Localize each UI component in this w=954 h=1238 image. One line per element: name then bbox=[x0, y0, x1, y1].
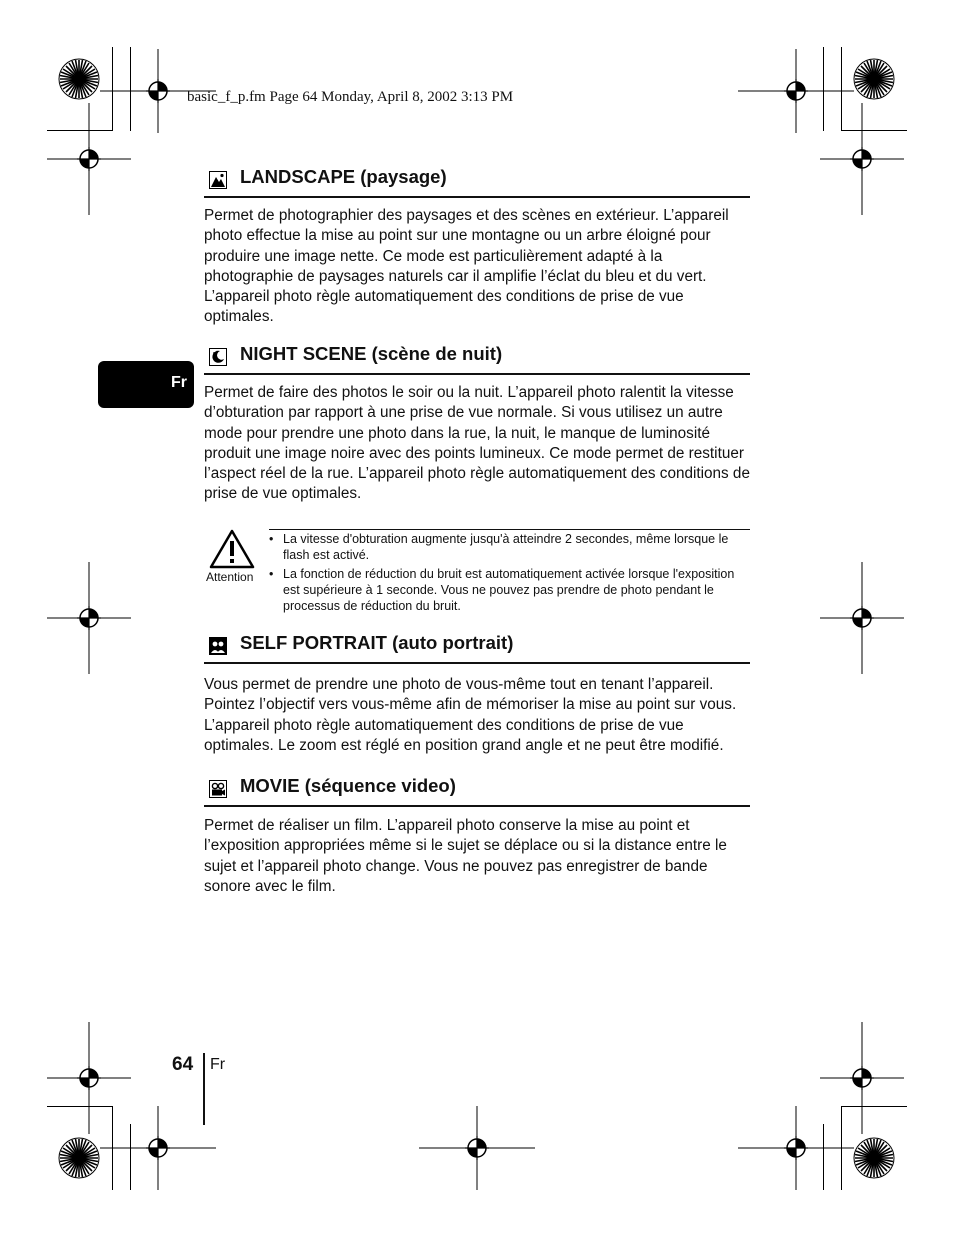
section-heading-landscape bbox=[204, 166, 750, 198]
crosshair-mark bbox=[820, 562, 904, 674]
landscape-icon bbox=[209, 171, 227, 189]
print-header: basic_f_p.fm Page 64 Monday, April 8, 2002 3:13 PM bbox=[187, 89, 514, 105]
crosshair-mark bbox=[419, 1106, 535, 1190]
self-portrait-icon bbox=[209, 637, 227, 655]
section-title: MOVIE (séquence video) bbox=[240, 775, 456, 796]
starburst-mark-top-left bbox=[58, 58, 100, 100]
starburst-mark-bottom-left bbox=[58, 1137, 100, 1179]
section-heading-self-portrait bbox=[204, 632, 750, 664]
attention-rule bbox=[269, 529, 750, 530]
crosshair-mark bbox=[47, 562, 131, 674]
crosshair-mark bbox=[47, 103, 131, 215]
section-heading-movie bbox=[204, 775, 750, 807]
section-body-movie bbox=[204, 816, 752, 897]
section-body-self-portrait bbox=[204, 675, 752, 756]
section-heading-night-scene bbox=[204, 343, 750, 375]
language-tab-label: Fr bbox=[171, 374, 187, 391]
starburst-mark-bottom-right bbox=[853, 1137, 895, 1179]
footer-language: Fr bbox=[210, 1056, 226, 1073]
section-title: NIGHT SCENE (scène de nuit) bbox=[240, 343, 503, 364]
language-tab bbox=[98, 361, 194, 408]
paragraph: Permet de réaliser un film. L’appareil photo conserve la mise au point et l’exposition appropriées même si le sujet se déplace ou si la distance entre le sujet et l’appareil photo change. Vous ne pouvez pas enregistrer de bande sonore avec le film. bbox=[204, 817, 727, 895]
paragraph: Permet de faire des photos le soir ou la nuit. L’appareil photo ralentit la vitesse d’obturation par rapport à une prise de vue normale. Si vous utilisez un autre mode pour prendre une photo dans la rue, la nuit, le manque de luminosité produit une image noire avec des points lumineux. Ce mode permet de restituer l’aspect réel de la rue. L’appareil photo règle automatiquement des conditions de prise de vue optimales. bbox=[204, 384, 750, 503]
section-body-night-scene bbox=[204, 383, 752, 505]
warning-triangle-icon bbox=[209, 529, 255, 569]
section-title: LANDSCAPE (paysage) bbox=[240, 166, 447, 187]
starburst-mark-top-right bbox=[853, 58, 895, 100]
crosshair-mark bbox=[738, 1106, 854, 1190]
night-scene-icon bbox=[209, 348, 227, 366]
paragraph: Permet de photographier des paysages et des scènes en extérieur. L’appareil photo effectue la mise au point sur une montagne ou un arbre éloigné pour produire une image nette. Ce mode est particulièrement adapté à la photographie de paysages naturels car il amplifie l’éclat du bleu et du vert. L’appareil photo règle automatiquement des conditions de prise de vue optimales. bbox=[204, 207, 729, 326]
paragraph: Vous permet de prendre une photo de vous-même tout en tenant l’appareil. Pointez l’objectif vers vous-même afin de mémoriser la mise au point sur vous. L’appareil photo règle automatiquement des conditions de prise de vue optimales. Le zoom est réglé en position grand angle et ne peut être modifié. bbox=[204, 676, 737, 754]
section-title: SELF PORTRAIT (auto portrait) bbox=[240, 632, 514, 653]
footer-divider bbox=[203, 1053, 205, 1125]
movie-icon bbox=[209, 780, 227, 798]
page-number: 64 bbox=[172, 1054, 194, 1075]
list-item: • La fonction de réduction du bruit est automatiquement activée lorsque l'exposition est supérieure à 1 seconde. Vous ne pouvez pas prendre de photo pendant le processus de réduction du bruit. bbox=[269, 566, 739, 614]
list-item: • La vitesse d'obturation augmente jusqu'à atteindre 2 secondes, même lorsque le flash est activé. bbox=[269, 531, 739, 563]
section-body-landscape bbox=[204, 206, 752, 328]
attention-list bbox=[269, 531, 739, 617]
attention-label: Attention bbox=[206, 570, 254, 584]
crosshair-mark bbox=[100, 1106, 216, 1190]
crosshair-mark bbox=[820, 103, 904, 215]
